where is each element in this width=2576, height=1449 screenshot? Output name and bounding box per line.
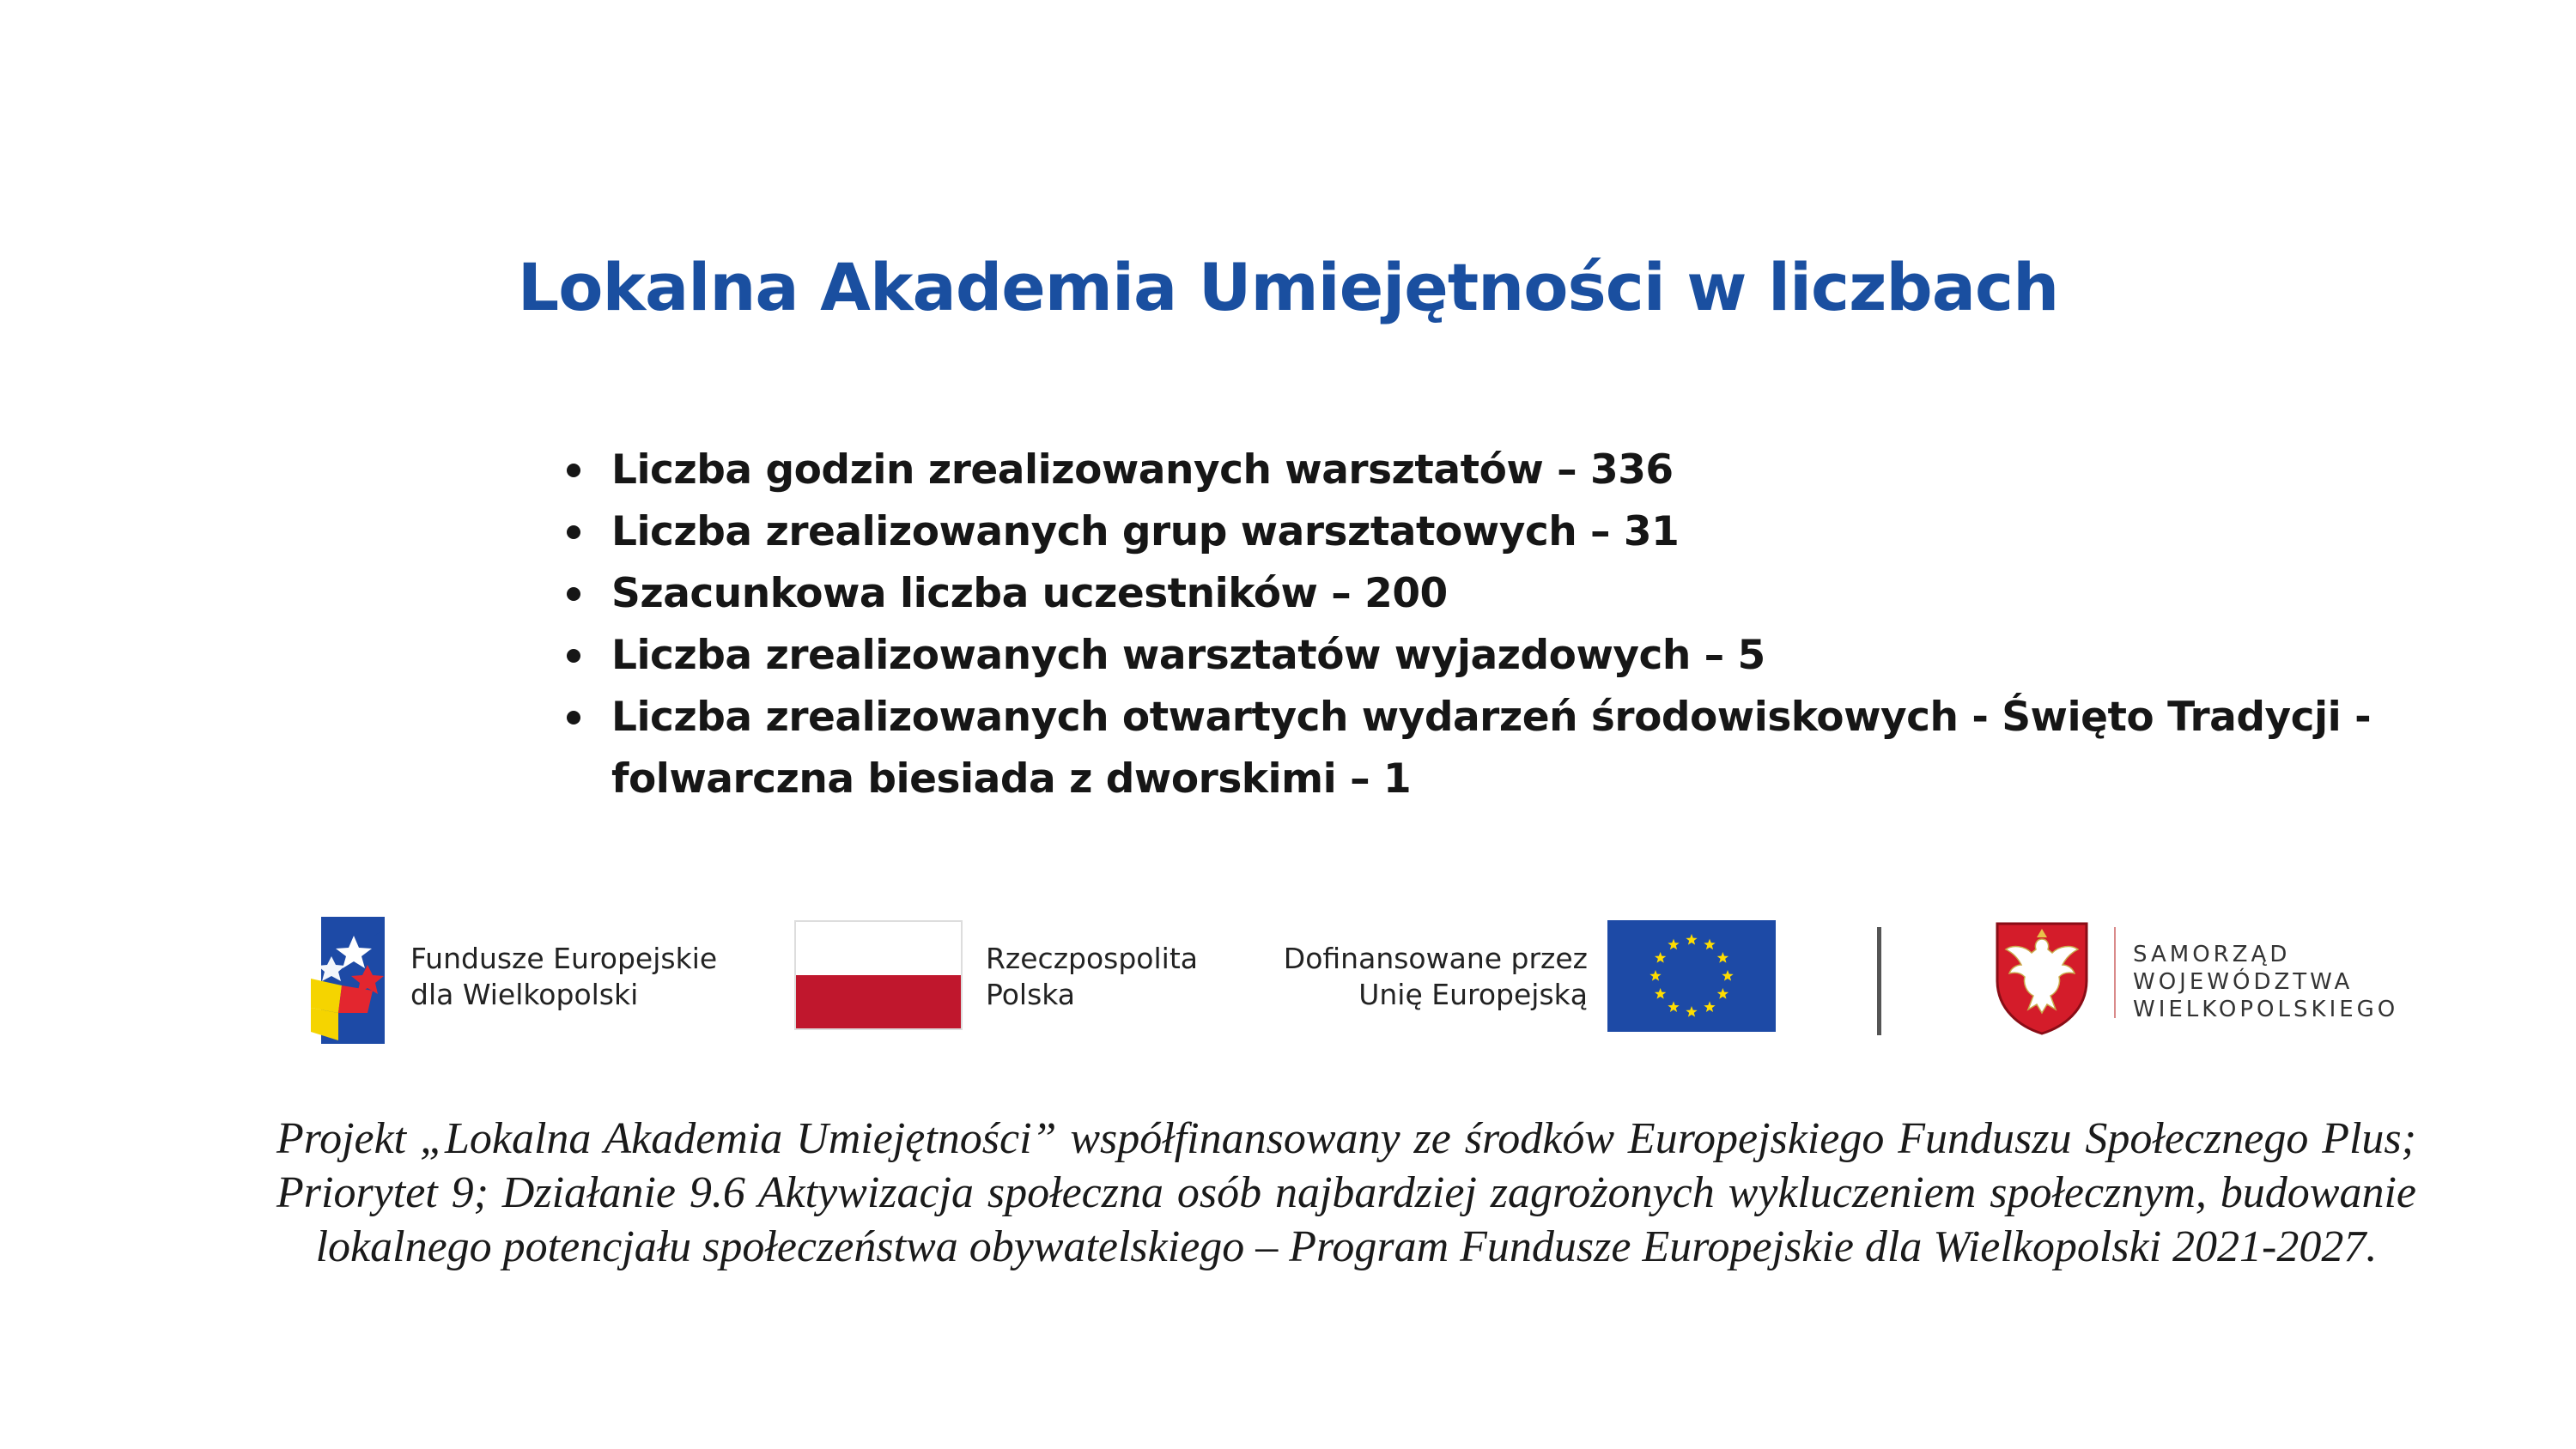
list-item-text-continuation: folwarczna biesiada z dworskimi – 1 [611,755,1412,803]
polish-flag-icon [794,920,963,1030]
bullet-icon [567,649,580,663]
page-title: Lokalna Akademia Umiejętności w liczbach [517,249,2059,325]
funds-logo-icon [307,912,393,1049]
project-funding-note: Projekt „Lokalna Akademia Umiejętności” współfinansowany ze środków Europejskiego Funduszu Społecznego Plus; Priorytet 9; Działanie 9.6 Aktywizacja społeczna osób najbardziej zagrożonych wykluczeniem społecznym, budowanie lokalnego potencjału społeczeństwa obywatelskiego – Program Fundusze Europejskie dla Wielkopolski 2021-2027. [276,1114,2416,1271]
list-item [567,440,2507,501]
bullet-icon [567,587,580,601]
bullet-icon [567,525,580,539]
eu-cofinancing-text: Dofinansowane przez Unię Europejską [1283,942,1588,1011]
list-item-text: Liczba zrealizowanych warsztatów wyjazdowych – 5 [611,632,1765,679]
regional-government-text: SAMORZĄD WOJEWÓDZTWA WIELKOPOLSKIEGO [2133,942,2399,1022]
bullet-icon [567,464,580,477]
polish-flag-text: Rzeczpospolita Polska [986,942,1198,1011]
eagle-crest-icon [1994,920,2090,1035]
list-item [567,563,2507,625]
list-item [567,501,2507,563]
list-item-text: Liczba zrealizowanych grup warsztatowych – 31 [611,508,1680,555]
logo-separator [1877,927,1881,1035]
list-item [567,687,2507,810]
funding-logos-strip [0,912,2576,1058]
stats-list [567,440,2507,810]
bullet-icon [567,711,580,724]
list-item-text: Liczba zrealizowanych otwartych wydarzeń środowiskowych - Święto Tradycji - [611,694,2372,741]
funds-logo-text: Fundusze Europejskie dla Wielkopolski [410,942,718,1011]
list-item [567,625,2507,687]
list-item-text: Liczba godzin zrealizowanych warsztatów – 336 [611,446,1674,494]
list-item-text: Szacunkowa liczba uczestników – 200 [611,570,1448,617]
eu-flag-icon [1607,920,1776,1032]
crest-divider [2114,927,2116,1018]
